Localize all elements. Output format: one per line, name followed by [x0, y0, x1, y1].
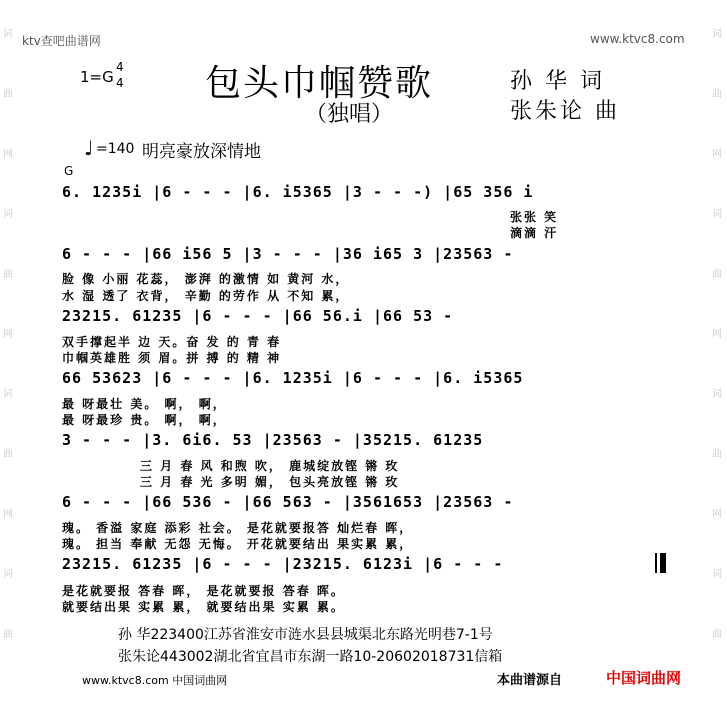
notation-line-6: 6 - - - |66 536 - |66 563 - |3561653 |23563 -: [62, 493, 514, 511]
site-header-right: www.ktvc8.com: [590, 32, 685, 46]
time-sig-numerator: 4: [116, 60, 124, 74]
tempo-marking: =140: [96, 141, 135, 157]
composer-address: 张朱论443002湖北省宜昌市东湖一路10-20602018731信箱: [118, 649, 503, 665]
final-barline-thick: [660, 553, 666, 573]
lyric-line-3b: 巾帼英雄胜 须 眉。拼 搏 的 精 神: [62, 351, 282, 365]
lyric-line-7a: 是花就要报 答春 晖， 是花就要报 答春 晖。: [62, 584, 345, 598]
notation-line-3: 23215. 61235 |6 - - - |66 56.i |66 53 -: [62, 307, 454, 325]
lyric-line-5a: 三 月 春 风 和煦 吹， 鹿城绽放铿 锵 玫: [140, 459, 400, 473]
notation-line-1: 6. 1235i |6 - - - |6. i5365 |3 - - -) |65 356 i: [62, 183, 534, 201]
song-subtitle: （独唱）: [305, 102, 394, 127]
lyric-line-4b: 最 呀最珍 贵。 啊， 啊，: [62, 413, 227, 427]
lyric-line-6b: 瑰。 担当 奉献 无怨 无悔。 开花就要结出 果实累 累，: [62, 537, 414, 551]
footer-site: www.ktvc8.com 中国词曲网: [82, 674, 228, 687]
notation-line-7: 23215. 61235 |6 - - - |23215. 6123i |6 - - -: [62, 555, 504, 573]
notation-line-4: 66 53623 |6 - - - |6. 1235i |6 - - - |6. i5365: [62, 369, 524, 387]
site-header-left: ktv查吧曲谱网: [22, 34, 101, 48]
chord-symbol: G: [64, 164, 74, 178]
quarter-note-icon: ♩: [84, 136, 94, 160]
lyric-line-5b: 三 月 春 光 多明 媚， 包头亮放铿 锵 玫: [140, 475, 400, 489]
time-sig-denominator: 4: [116, 76, 124, 90]
lyric-line-3a: 双手撑起半 边 天。奋 发 的 青 春: [62, 335, 282, 349]
lyric-line-6a: 瑰。 香溢 家庭 添彩 社会。 是花就要报答 灿烂春 晖，: [62, 521, 414, 535]
footer-source-label: 本曲谱源自: [497, 673, 563, 688]
notation-line-5: 3 - - - |3. 6i6. 53 |23563 - |35215. 61235: [62, 431, 484, 449]
right-watermark: 词 曲 网 词 曲 网 词 曲 网 词 曲: [712, 29, 722, 640]
expression-marking: 明亮豪放深情地: [142, 142, 261, 162]
song-title: 包头巾帼赞歌: [205, 63, 434, 104]
lyric-line-2b: 水 湿 透了 衣背， 辛勤 的劳作 从 不知 累，: [62, 289, 350, 303]
composer-credit: 张朱论 曲: [510, 99, 620, 124]
key-signature: 1=G: [80, 68, 114, 86]
lyricist-credit: 孙 华 词: [510, 69, 605, 94]
left-watermark: 词 曲 网 词 曲 网 词 曲 网 词 曲: [3, 29, 13, 640]
lyric-line-1a: 张张 笑: [510, 210, 559, 224]
footer-brand: 中国词曲网: [606, 669, 682, 687]
final-barline-thin: [655, 553, 657, 573]
lyric-line-2a: 脸 像 小丽 花蕊， 澎湃 的激情 如 黄河 水，: [62, 272, 350, 286]
lyric-line-7b: 就要结出果 实累 累， 就要结出果 实累 累。: [62, 600, 345, 614]
lyric-line-1b: 滴滴 汗: [510, 226, 559, 240]
lyric-line-4a: 最 呀最壮 美。 啊， 啊，: [62, 397, 227, 411]
lyricist-address: 孙 华223400江苏省淮安市涟水县县城渠北东路光明巷7-1号: [118, 627, 493, 643]
notation-line-2: 6 - - - |66 i56 5 |3 - - - |36 i65 3 |23563 -: [62, 245, 514, 263]
